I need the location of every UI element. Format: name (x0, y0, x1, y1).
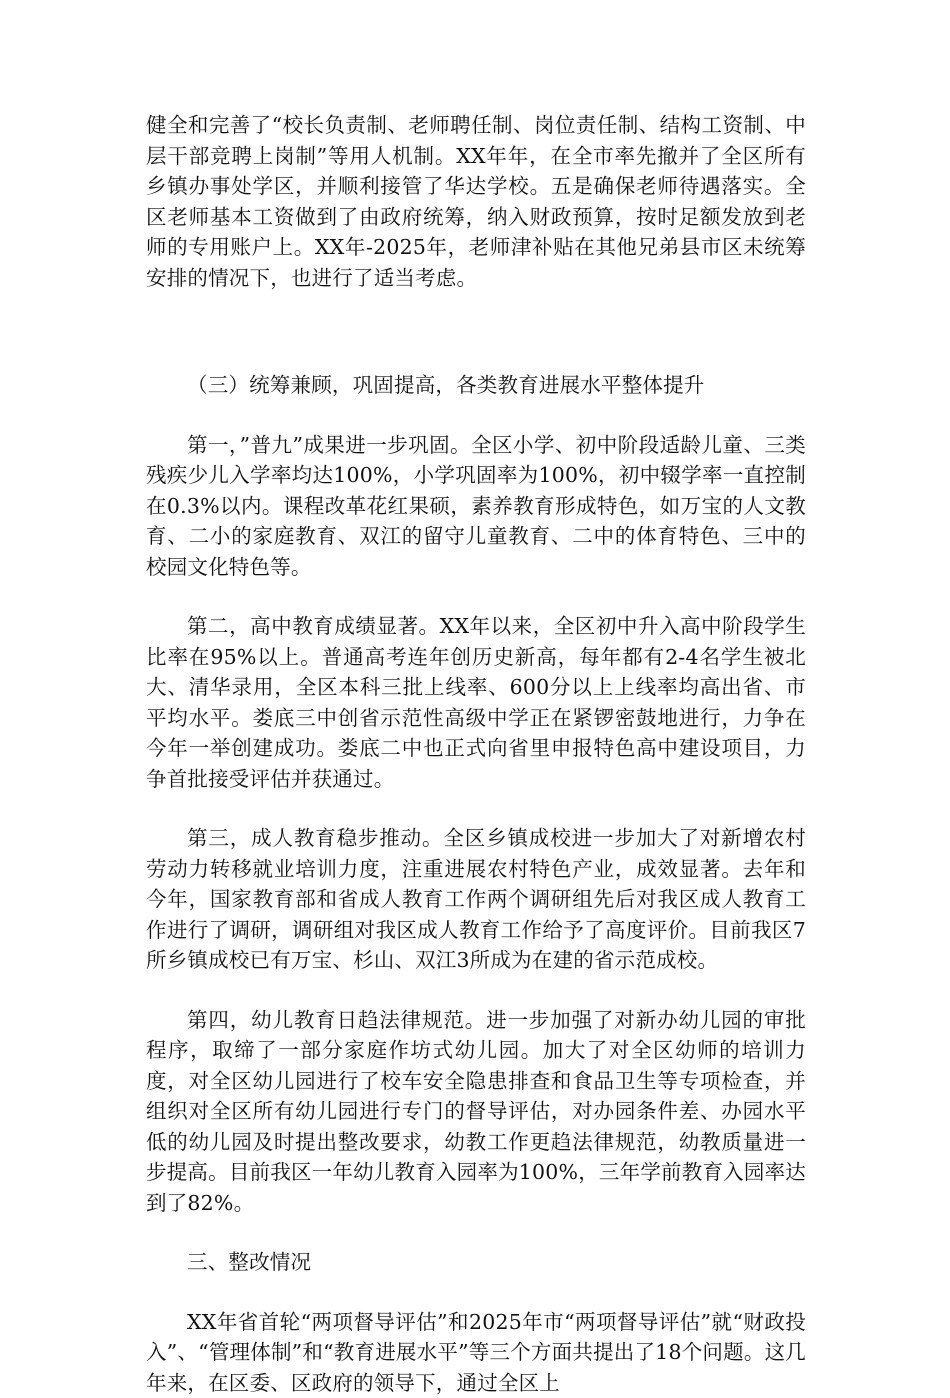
section-heading-coordinated-development: （三）统筹兼顾，巩固提高，各类教育进展水平整体提升 (146, 370, 806, 401)
paragraph-high-school-education: 第二，高中教育成绩显著。XX年以来，全区初中升入高中阶段学生比率在95%以上。普通高考连年创历史新高，每年都有2-4名学生被北大、清华录用，全区本科三批上线率、600分以上上线率均高出省、市平均水平。娄底三中创省示范性高级中学正在紧锣密鼓地进行，力争在今年一举创建成功。娄底二中也正式向省里申报特色高中建设项目，力争首批接受评估并获通过。 (146, 611, 806, 794)
document-page (146, 110, 806, 1398)
paragraph-preschool-education: 第四，幼儿教育日趋法律规范。进一步加强了对新办幼儿园的审批程序，取缔了一部分家庭作坊式幼儿园。加大了对全区幼师的培训力度，对全区幼儿园进行了校车安全隐患排查和食品卫生等专项检查，并组织对全区所有幼儿园进行专门的督导评估，对办园条件差、办园水平低的幼儿园及时提出整改要求，幼教工作更趋法律规范，幼教质量进一步提高。目前我区一年幼儿教育入园率为100%，三年学前教育入园率达到了82%。 (146, 1005, 806, 1219)
paragraph-adult-education: 第三，成人教育稳步推动。全区乡镇成校进一步加大了对新增农村劳动力转移就业培训力度，注重进展农村特色产业，成效显著。去年和今年，国家教育部和省成人教育工作两个调研组先后对我区成人教育工作进行了调研，调研组对我区成人教育工作给予了高度评价。目前我区7所乡镇成校已有万宝、杉山、双江3所成为在建的省示范成校。 (146, 823, 806, 976)
paragraph-rectification-intro: XX年省首轮“两项督导评估”和2025年市“两项督导评估”就“财政投入”、“管理体制”和“教育进展水平”等三个方面共提出了18个问题。这几年来，在区委、区政府的领导下，通过全区上 (146, 1307, 806, 1398)
paragraph-personnel-mechanism: 健全和完善了“校长负责制、老师聘任制、岗位责任制、结构工资制、中层干部竞聘上岗制”等用人机制。XX年年，在全市率先撤并了全区所有乡镇办事处学区，并顺利接管了华达学校。五是确保老师待遇落实。全区老师基本工资做到了由政府统筹，纳入财政预算，按时足额发放到老师的专用账户上。XX年-2025年，老师津补贴在其他兄弟县市区未统筹安排的情况下，也进行了适当考虑。 (146, 110, 806, 293)
section-heading-rectification: 三、整改情况 (146, 1247, 806, 1278)
paragraph-compulsory-education: 第一，”普九”成果进一步巩固。全区小学、初中阶段适龄儿童、三类残疾少儿入学率均达100%，小学巩固率为100%，初中辍学率一直控制在0.3%以内。课程改革花红果硕，素养教育形成特色，如万宝的人文教育、二小的家庭教育、双江的留守儿童教育、二中的体育特色、三中的校园文化特色等。 (146, 430, 806, 583)
